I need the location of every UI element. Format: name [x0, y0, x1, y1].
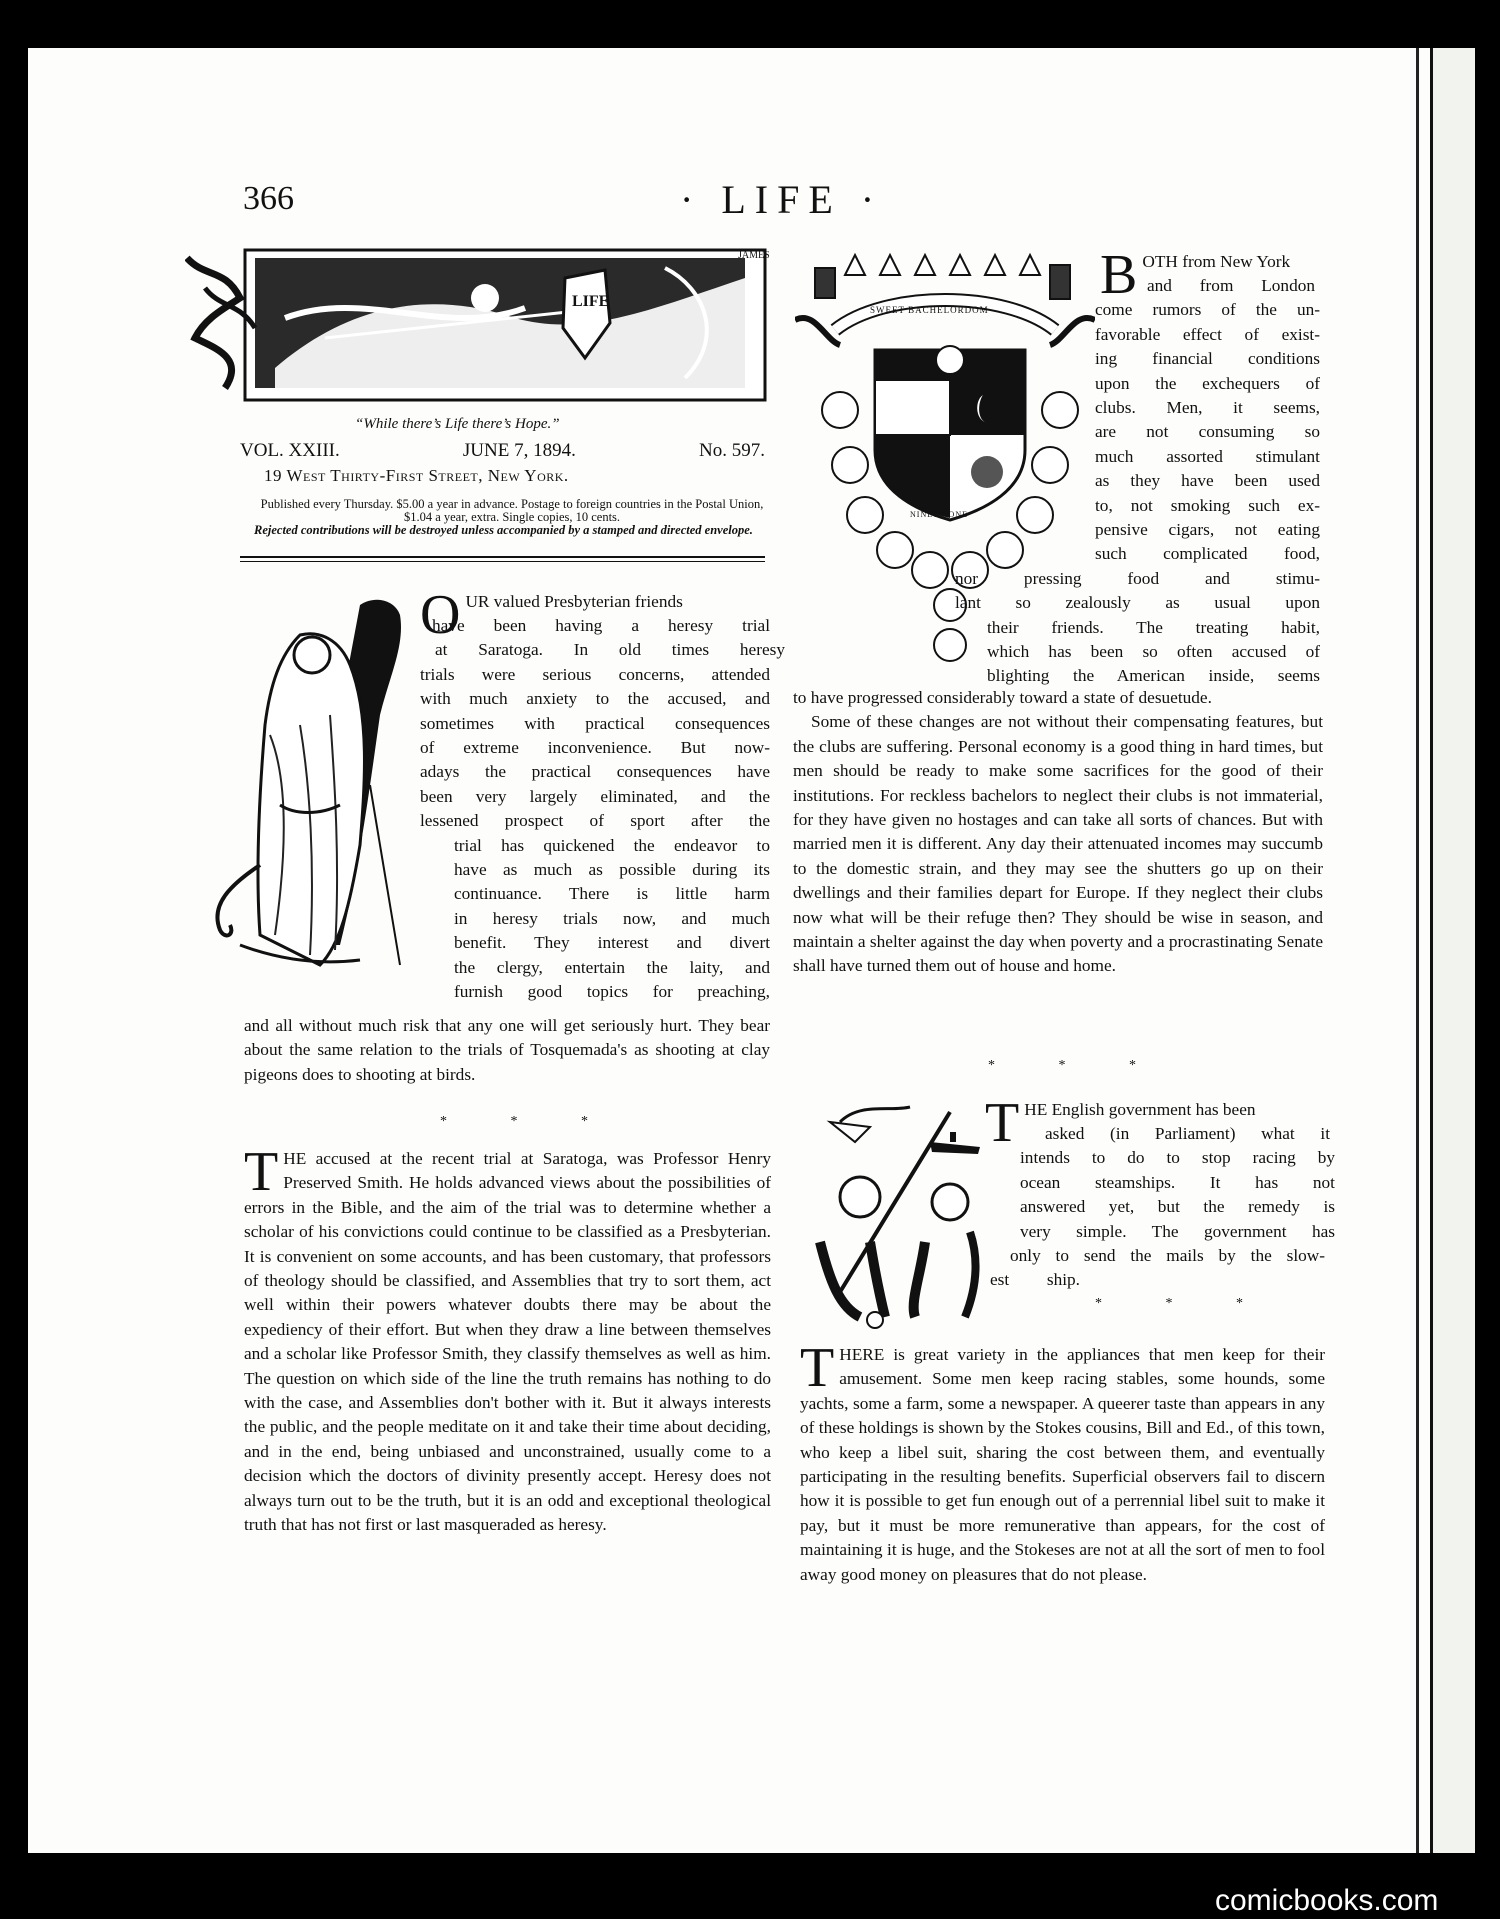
publication-note — [252, 498, 772, 537]
text-line: furnish good topics for preaching, — [454, 982, 770, 1001]
text-line: trials were serious concerns, attended — [420, 664, 770, 684]
motto: “While there’s Life there’s Hope.” — [355, 416, 560, 432]
lead-text: HE English government has been — [1024, 1100, 1256, 1119]
article-clubs-body — [793, 686, 1323, 979]
page-number: 366 — [243, 180, 294, 217]
text-line: continuance. There is little harm — [454, 884, 770, 904]
article-stokes — [800, 1337, 1326, 1587]
text-line: to, not smoking such ex- — [1095, 495, 1320, 515]
banner-signature: JAMES — [738, 250, 770, 261]
text-line: with much anxiety to the accused, and — [420, 689, 770, 709]
text-line: only to send the mails by the slow- — [1010, 1246, 1325, 1265]
text-line: blighting the American inside, seems — [987, 666, 1320, 686]
text-line: and from London — [1147, 276, 1315, 295]
separator-stars-left-1: * * * — [440, 1114, 618, 1129]
text-line: their friends. The treating habit, — [987, 617, 1320, 637]
svg-text:LIFE: LIFE — [572, 293, 610, 310]
text-line: been very largely eliminated, and the — [420, 786, 770, 806]
text-line: nor pressing food and stimu- — [955, 568, 1320, 588]
clubs-tail: to have progressed considerably toward a state of desuetude. — [793, 688, 1212, 707]
text-line: lessened prospect of sport after the — [420, 811, 770, 831]
text-line: favorable effect of exist- — [1095, 324, 1320, 344]
text-line: ocean steamships. It has not — [1020, 1172, 1335, 1192]
text-line: trial has quickened the endeavor to — [454, 835, 770, 855]
page-fold-line — [1416, 48, 1419, 1853]
drop-cap: T — [244, 1141, 279, 1203]
article-professor-smith — [244, 1141, 771, 1538]
issue-number: No. 597. — [699, 440, 765, 461]
separator-stars-right-2: * * * — [1095, 1296, 1273, 1311]
steamship-race-illustration — [800, 1092, 990, 1332]
crest-motto-top: SWEET BACHELORDOM — [870, 305, 989, 315]
text-line: have been having a heresy trial — [432, 616, 770, 635]
volume: VOL. XXIII. — [240, 440, 340, 461]
text-line: at Saratoga. In old times heresy — [435, 640, 785, 660]
text-line: very simple. The government has — [1020, 1221, 1335, 1241]
text-line: benefit. They interest and divert — [454, 933, 770, 953]
text-line: are not consuming so — [1095, 422, 1320, 442]
text-line: pensive cigars, not eating — [1095, 520, 1320, 539]
text-line: come rumors of the un- — [1095, 300, 1320, 320]
lead-text: OTH from New York — [1142, 252, 1291, 271]
drop-cap: T — [985, 1092, 1020, 1154]
drop-cap: T — [800, 1337, 835, 1399]
lead-text: HERE is great variety in the appliances that men keep — [839, 1345, 1256, 1364]
lead-text: UR valued Presbyterian friends — [465, 592, 683, 611]
text-line: ing financial conditions — [1095, 349, 1320, 369]
issue-date: JUNE 7, 1894. — [462, 440, 576, 461]
text-line: intends to do to stop racing by — [1020, 1148, 1335, 1168]
rejection-note: Rejected contributions will be destroyed unless accompanied by a stamped and directed envelope. — [254, 523, 753, 537]
heresy-tail-text: and all without much risk that any one will get seriously hurt. They bear about the same relation to the trials of Tosquemada's as shooting at clay pigeons does to shooting at birds. — [244, 1016, 770, 1084]
stokes-text — [800, 1337, 1326, 1587]
text-line: much assorted stimulant — [1095, 446, 1320, 466]
lead-text: HE accused at the recent trial at Saratoga, was Professor — [283, 1149, 719, 1168]
text-line: sometimes with practical consequences — [420, 713, 770, 733]
body-text: for their amusement. Some men keep racing stables, some hounds, some yachts, some a farm, some a newspaper. A queerer taste than appears in any of these holdings is shown by the Stokes cousins, Bill and Ed., of this town, who keep a libel suit, sharing the cost between them, and eventually participating in the resulting benefits. Superficial observers fail to discern how it is possible to get fun enough out of a perrennial libel suit to make it pay, but it must be more remunerative than appears, for the cost of maintaining it is huge, and the Stokeses are not at all the sort of men to fool away good money on pleasures that do not please. — [800, 1345, 1326, 1584]
text-line: such complicated food, — [1095, 544, 1320, 564]
address: 19 West Thirty-First Street, New York. — [264, 466, 569, 485]
text-line: in heresy trials now, and much — [454, 908, 770, 928]
text-line: clubs. Men, it seems, — [1095, 398, 1320, 417]
issue-line — [240, 440, 765, 462]
header-rule-top — [240, 556, 765, 558]
watermark: comicbooks.com — [1215, 1884, 1439, 1917]
clubs-paragraph-2: Some of these changes are not without their compensating features, but the clubs are suffering. Personal economy is a good thing in hard times, but men should be ready to make some sacrifices for the good of their institutions. For reckless bachelors to neglect their clubs is not immaterial, for they have given no hostages and can take all sorts of chances. But with married men it is different. Any day their attenuated incomes may succumb to the domestic strain, and they may see the shutters go up on their dwellings and their families depart for Europe. If they neglect their clubs now what will be their refuge then? They should be wise in season, and maintain a shelter against the day when poverty and a procrastinating Senate shall have turned them out of house and home. — [793, 712, 1323, 976]
text-line: of extreme inconvenience. But now- — [420, 738, 770, 757]
text-line: answered yet, but the remedy is — [1020, 1197, 1335, 1217]
header-rule-bottom — [240, 561, 765, 562]
text-line: have as much as possible during its — [454, 860, 770, 879]
subscription-note: Published every Thursday. $5.00 a year in advance. Postage to foreign countries in the Postal Union, $1.04 a year, extra. Single copies, 10 cents. — [260, 497, 764, 524]
masthead-title: · LIFE · — [680, 177, 884, 222]
text-line: adays the practical consequences have — [420, 762, 770, 782]
text-line: est ship. — [990, 1270, 1080, 1290]
body-text: Henry Preserved Smith. He holds advanced views about the possibilities of errors in the Bible, and the aim of the trial was to determine whether a scholar of his convictions could continue to be classified as a Presbyterian. It is convenient on some accounts, and has been customary, that professors of theology should be classified, and Assemblies that try to sort them, act well within their powers whatever doubts there may be about the expediency of their effort. But when they draw a line between themselves and a scholar like Professor Smith, they classify themselves as well as him. The question on which side of the line the truth remains has nothing to do with the case, and Assemblies don't bother with it. But it always interests the public, and the people meditate on it and take their time about deciding, and in the end, being unbiased and unconstrained, usually come to a decision which the doctors of divinity presently accept. Heresy does not always turn out to be the truth, but it is an odd and exceptional theological truth that has not first or last masqueraded as heresy. — [244, 1149, 771, 1535]
next-page-edge — [1430, 48, 1475, 1853]
text-line: asked (in Parliament) what it — [1045, 1124, 1330, 1143]
drop-cap: O — [420, 584, 461, 646]
text-line: lant so zealously as usual upon — [955, 593, 1320, 613]
banner-illustration — [185, 248, 775, 416]
crest-motto-bottom: NINETY-ONE — [910, 510, 968, 519]
text-line: which has been so often accused of — [987, 642, 1320, 661]
text-line: the clergy, entertain the laity, and — [454, 957, 770, 977]
drop-cap: B — [1100, 244, 1138, 306]
text-line: upon the exchequers of — [1095, 373, 1320, 393]
article-heresy-tail — [244, 1014, 770, 1087]
text-line: as they have been used — [1095, 471, 1320, 491]
friar-devil-illustration — [200, 585, 430, 985]
smith-text — [244, 1141, 771, 1538]
separator-stars-right-1: * * * — [988, 1058, 1166, 1073]
